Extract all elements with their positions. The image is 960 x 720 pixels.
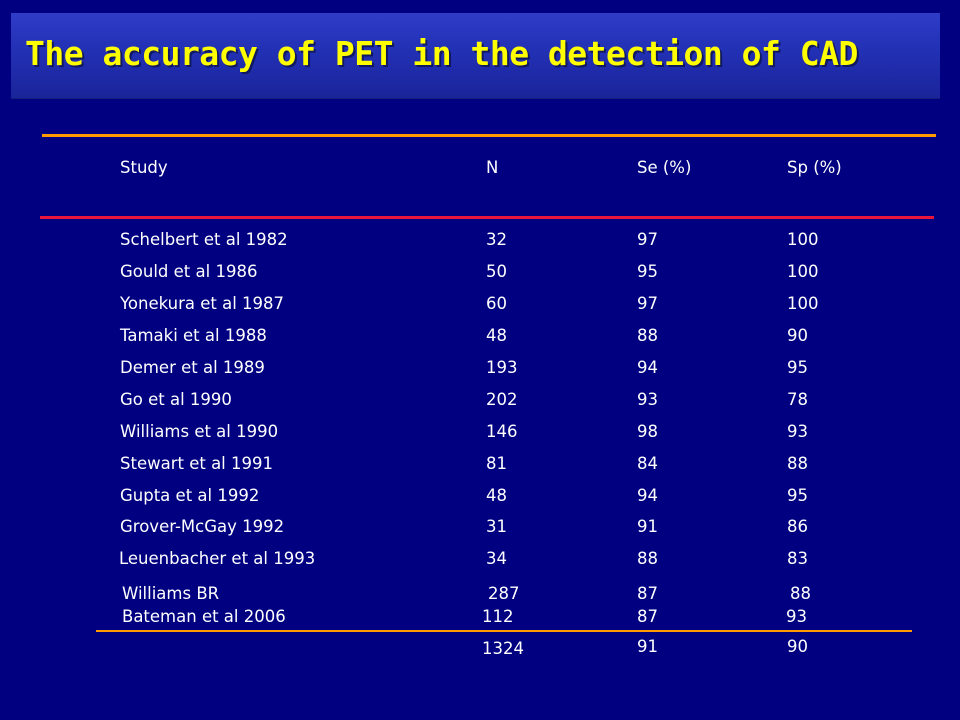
sp-cell: 88 <box>790 584 811 603</box>
sp-cell: 83 <box>787 549 808 568</box>
header-n: N <box>486 158 499 177</box>
se-cell: 97 <box>637 294 658 313</box>
header-se: Se (%) <box>637 158 692 177</box>
n-cell: 50 <box>486 262 507 281</box>
study-cell: Stewart et al 1991 <box>120 454 273 473</box>
n-cell: 81 <box>486 454 507 473</box>
header-study: Study <box>120 158 168 177</box>
n-cell: 193 <box>486 358 518 377</box>
sp-cell: 100 <box>787 230 819 249</box>
sp-cell: 95 <box>787 486 808 505</box>
top-rule <box>42 134 936 137</box>
total-rule <box>96 630 912 632</box>
total-sp: 90 <box>787 637 808 656</box>
n-cell: 48 <box>486 486 507 505</box>
sp-cell: 93 <box>787 422 808 441</box>
se-cell: 95 <box>637 262 658 281</box>
se-cell: 88 <box>637 326 658 345</box>
se-cell: 91 <box>637 517 658 536</box>
sp-cell: 95 <box>787 358 808 377</box>
header-rule <box>40 216 934 219</box>
se-cell: 87 <box>637 584 658 603</box>
n-cell: 146 <box>486 422 518 441</box>
sp-cell: 100 <box>787 294 819 313</box>
se-cell: 87 <box>637 607 658 626</box>
study-cell: Leuenbacher et al 1993 <box>119 549 316 568</box>
sp-cell: 93 <box>786 607 807 626</box>
study-cell: Gould et al 1986 <box>120 262 258 281</box>
study-cell: Grover-McGay 1992 <box>120 517 285 536</box>
n-cell: 287 <box>488 584 520 603</box>
n-cell: 48 <box>486 326 507 345</box>
sp-cell: 86 <box>787 517 808 536</box>
header-sp: Sp (%) <box>787 158 842 177</box>
n-cell: 202 <box>486 390 518 409</box>
study-cell: Gupta et al 1992 <box>120 486 260 505</box>
se-cell: 93 <box>637 390 658 409</box>
se-cell: 94 <box>637 358 658 377</box>
total-se: 91 <box>637 637 658 656</box>
study-cell: Tamaki et al 1988 <box>120 326 267 345</box>
sp-cell: 100 <box>787 262 819 281</box>
se-cell: 97 <box>637 230 658 249</box>
se-cell: 98 <box>637 422 658 441</box>
slide-title: The accuracy of PET in the detection of CAD <box>25 34 858 73</box>
n-cell: 34 <box>486 549 507 568</box>
se-cell: 84 <box>637 454 658 473</box>
n-cell: 32 <box>486 230 507 249</box>
study-cell: Yonekura et al 1987 <box>120 294 285 313</box>
n-cell: 60 <box>486 294 507 313</box>
study-cell: Schelbert et al 1982 <box>120 230 288 249</box>
se-cell: 94 <box>637 486 658 505</box>
study-cell: Williams et al 1990 <box>120 422 279 441</box>
study-cell: Go et al 1990 <box>120 390 232 409</box>
se-cell: 88 <box>637 549 658 568</box>
total-n: 1324 <box>482 639 524 658</box>
study-cell: Demer et al 1989 <box>120 358 265 377</box>
sp-cell: 90 <box>787 326 808 345</box>
n-cell: 31 <box>486 517 507 536</box>
study-cell: Bateman et al 2006 <box>122 607 286 626</box>
n-cell: 112 <box>482 607 514 626</box>
sp-cell: 78 <box>787 390 808 409</box>
study-cell: Williams BR <box>122 584 220 603</box>
sp-cell: 88 <box>787 454 808 473</box>
